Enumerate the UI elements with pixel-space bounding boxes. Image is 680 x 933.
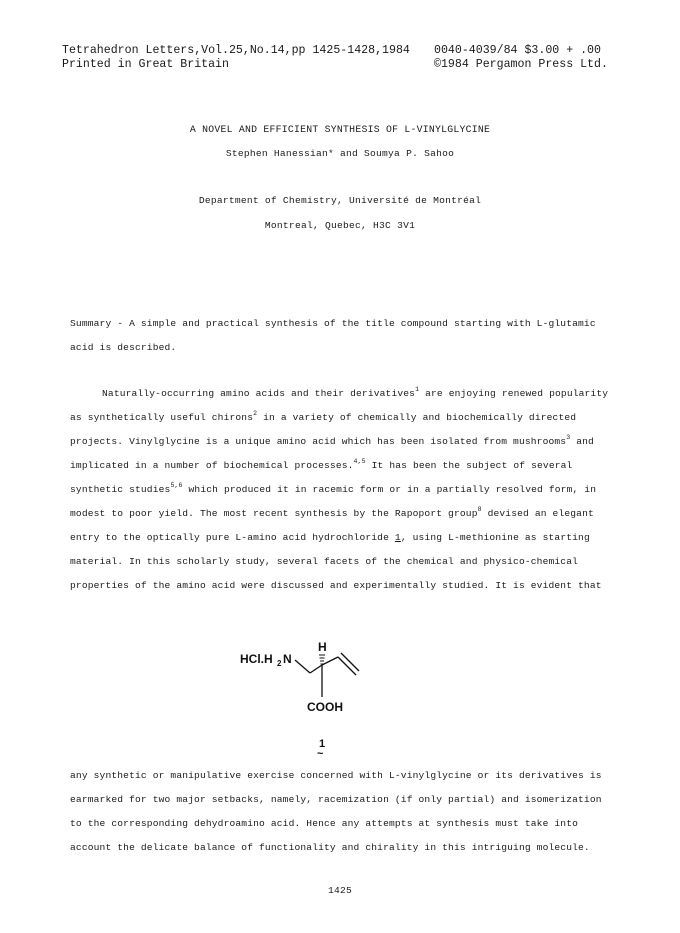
text-span: and bbox=[570, 436, 594, 447]
reference-superscript: 5,6 bbox=[170, 482, 183, 489]
paragraph-line: any synthetic or manipulative exercise concerned with L-vinylglycine or its derivatives is bbox=[70, 770, 602, 781]
text-span: in a variety of chemically and biochemically directed bbox=[257, 412, 577, 423]
compound-number-tilde: ~ bbox=[317, 748, 324, 760]
paragraph-line bbox=[70, 484, 596, 495]
text-span: which produced it in racemic form or in a partially resolved form, in bbox=[182, 484, 597, 495]
paragraph-line bbox=[70, 412, 576, 423]
reference-superscript: 3 bbox=[566, 434, 571, 441]
affiliation-department: Department of Chemistry, Université de Montréal bbox=[198, 195, 482, 206]
nitrogen-label: N bbox=[283, 652, 292, 666]
article-price-code: 0040-4039/84 $3.00 + .00 bbox=[434, 44, 601, 57]
paragraph-line bbox=[70, 460, 572, 471]
paragraph-line: properties of the amino acid were discussed and experimentally studied. It is evident that bbox=[70, 580, 602, 591]
paragraph-line bbox=[102, 388, 608, 399]
reference-superscript: 4,5 bbox=[353, 458, 366, 465]
n-c-bond bbox=[295, 660, 310, 673]
article-title: A NOVEL AND EFFICIENT SYNTHESIS OF L-VINYLGLYCINE bbox=[189, 124, 491, 135]
compound-number: 1 bbox=[319, 738, 326, 750]
text-span: entry to the optically pure L-amino acid hydrochloride bbox=[70, 532, 395, 543]
vinylglycine-structure bbox=[236, 637, 396, 767]
summary-line: acid is described. bbox=[70, 342, 177, 353]
paragraph-line: earmarked for two major setbacks, namely, racemization (if only partial) and isomerization bbox=[70, 794, 602, 805]
paragraph-line bbox=[70, 436, 594, 447]
reference-superscript: 8 bbox=[477, 506, 482, 513]
text-span: are enjoying renewed popularity bbox=[419, 388, 609, 399]
hcl-label: HCl.H bbox=[240, 652, 273, 666]
article-authors: Stephen Hanessian* and Soumya P. Sahoo bbox=[225, 148, 455, 159]
text-span: implicated in a number of biochemical processes. bbox=[70, 460, 354, 471]
paragraph-line: account the delicate balance of functionality and chirality in this intriguing molecule. bbox=[70, 842, 590, 853]
journal-citation: Tetrahedron Letters,Vol.25,No.14,pp 1425-1428,1984 bbox=[62, 44, 410, 57]
paragraph-line bbox=[70, 508, 594, 519]
paragraph-line: to the corresponding dehydroamino acid. Hence any attempts at synthesis must take into bbox=[70, 818, 579, 829]
hashed-stereo-bond bbox=[319, 655, 325, 664]
text-span: Naturally-occurring amino acids and their derivatives bbox=[102, 388, 416, 399]
reference-superscript: 2 bbox=[253, 410, 258, 417]
subscript-two: 2 bbox=[277, 659, 282, 668]
page-number: 1425 bbox=[327, 885, 353, 896]
affiliation-address: Montreal, Quebec, H3C 3V1 bbox=[264, 220, 416, 231]
text-span: modest to poor yield. The most recent synthesis by the Rapoport group bbox=[70, 508, 478, 519]
paragraph-line bbox=[70, 532, 590, 543]
summary-line: Summary - A simple and practical synthesis of the title compound starting with L-glutamic bbox=[70, 318, 596, 329]
text-span: projects. Vinylglycine is a unique amino acid which has been isolated from mushrooms bbox=[70, 436, 567, 447]
carboxyl-label: COOH bbox=[307, 700, 343, 714]
text-span: as synthetically useful chirons bbox=[70, 412, 254, 423]
printed-location: Printed in Great Britain bbox=[62, 58, 229, 71]
reference-superscript: 1 bbox=[415, 386, 420, 393]
text-span: , using L-methionine as starting bbox=[400, 532, 590, 543]
compound-reference: 1 bbox=[394, 532, 401, 543]
c-c-bond bbox=[310, 665, 322, 673]
text-span: synthetic studies bbox=[70, 484, 171, 495]
text-span: devised an elegant bbox=[481, 508, 594, 519]
hydrogen-label: H bbox=[318, 640, 327, 654]
text-span: It has been the subject of several bbox=[365, 460, 573, 471]
copyright-notice: ©1984 Pergamon Press Ltd. bbox=[434, 58, 608, 71]
paragraph-line: material. In this scholarly study, several facets of the chemical and physico-chemical bbox=[70, 556, 579, 567]
